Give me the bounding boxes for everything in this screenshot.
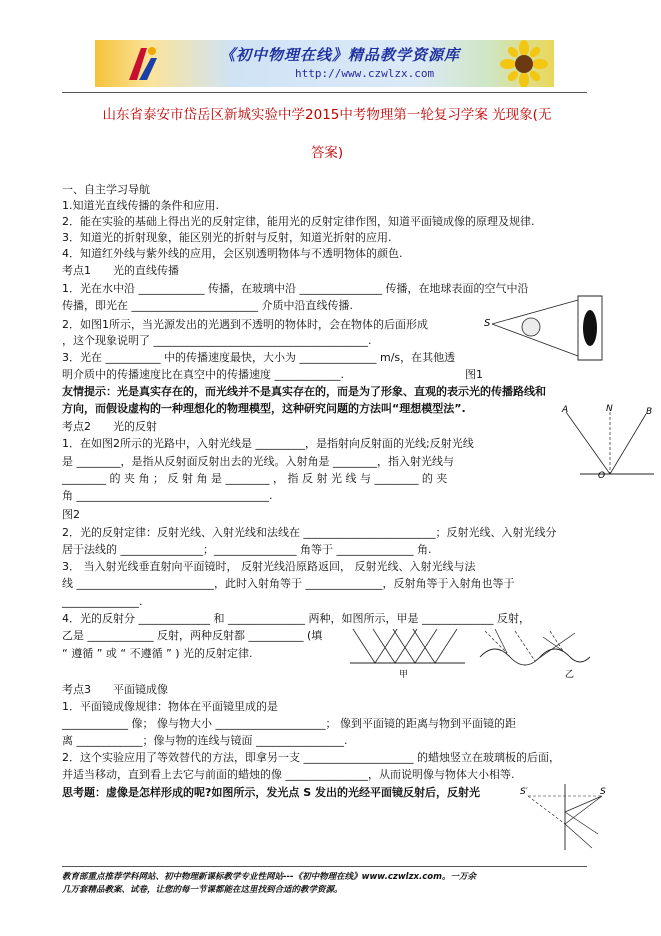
question-line: 1．平面镜成像规律：物体在平面镜里成的是 bbox=[62, 700, 278, 713]
figure-2-label-o: O bbox=[598, 471, 606, 480]
figure-2-reflection-diagram bbox=[550, 402, 658, 480]
question-line: 2．这个实验应用了等效替代的方法，即拿另一支 ____________________ 的蜡烛竖立在玻璃板的后面， bbox=[62, 751, 560, 764]
figure-2-incident-ray bbox=[566, 412, 610, 474]
question-line: 1．光在水中沿 ____________ 传播，在玻璃中沿 _______________ 传播，在地球表面的空气中沿 bbox=[62, 282, 529, 295]
goal-line: 1.知道光直线传播的条件和应用. bbox=[62, 199, 219, 212]
question-line: ________ 的 夹 角 ； 反 射 角 是 ________ ， 指 反 射 光 线 与 ________ 的 夹 bbox=[62, 472, 448, 485]
question-line: 线 _________________________，此时入射角等于 ______________，反射角等于入射角也等于 bbox=[62, 577, 515, 590]
header-banner bbox=[95, 40, 554, 87]
question-line: 是 ________，是指从反射面反射出去的光线。入射角是 ________，指入射光线与 bbox=[62, 455, 454, 468]
figure-2-reflected-ray bbox=[610, 414, 646, 474]
figure-reflection-types bbox=[345, 627, 595, 679]
figure-caption: 图2 bbox=[62, 508, 80, 521]
goal-line: 3．知道光的折射现象，能区别光的折射与反射，知道光折射的应用. bbox=[62, 231, 392, 244]
section-heading: 一、自主学习导航 bbox=[62, 183, 150, 196]
specular-reflection-diagram bbox=[350, 629, 465, 679]
footer-line-2: 几万套精品教案、试卷，让您的每一节课都能在这里找到合适的教学资源。 bbox=[62, 885, 343, 895]
question-line: 角 ___________________________________. bbox=[62, 489, 273, 502]
question-line: 传播，即光在 _______________________ 介质中沿直线传播. bbox=[62, 299, 353, 312]
question-line: 2．如图1所示，当光源发出的光遇到不透明的物体时，会在物体的后面形成 bbox=[62, 318, 428, 331]
question-line: 1．在如图2所示的光路中，入射光线是 _________，是指射向反射面的光线;反射光线 bbox=[62, 437, 474, 450]
question-line: 3． 当入射光线垂直射向平面镜时， 反射光线沿原路返回， 反射光线、入射光线与法 bbox=[62, 560, 476, 573]
question-line: 居于法线的 _______________；_______________ 角等于 ______________ 角. bbox=[62, 543, 432, 556]
tip-line: 友情提示：光是真实存在的，而光线并不是真实存在的，而是为了形象、直观的表示光的传播路线和 bbox=[62, 385, 546, 398]
question-line: 并适当移动，直到看上去它与前面的蜡烛的像 _______________，从而说明像与物体大小相等. bbox=[62, 768, 515, 781]
figure-2-label-a: A bbox=[562, 405, 569, 415]
topic-heading: 考点3 平面镜成像 bbox=[62, 683, 168, 696]
question-line: ______________. bbox=[62, 595, 143, 608]
diffuse-reflection-diagram bbox=[480, 629, 590, 679]
site-logo-icon bbox=[125, 44, 159, 84]
question-line: 4．光的反射分 _____________ 和 ______________ 两种，如图所示，甲是 _____________ 反射， bbox=[62, 612, 530, 625]
label-jia: 甲 bbox=[399, 670, 409, 679]
page-title-line-1: 山东省泰安市岱岳区新城实验中学2015中考物理第一轮复习学案 光现象(无 bbox=[102, 107, 552, 123]
figure-1-shadow bbox=[583, 310, 597, 346]
label-s: S bbox=[600, 787, 606, 797]
goal-line: 4．知道红外线与紫外线的应用，会区别透明物体与不透明物体的颜色. bbox=[62, 247, 403, 260]
question-line: ____________ 像； 像与物大小 ____________________； 像到平面镜的距离与物到平面镜的距 bbox=[62, 717, 516, 730]
topic-heading: 考点2 光的反射 bbox=[62, 420, 157, 433]
figure-2-label-n: N bbox=[606, 404, 613, 414]
question-line: 离 ____________；像与物的连线与镜面 ________________. bbox=[62, 734, 348, 747]
label-yi: 乙 bbox=[565, 670, 575, 679]
question-line: 乙是 ____________ 反射，两种反射都 __________ (填 bbox=[62, 629, 323, 642]
question-line: 2．光的反射定律：反射光线、入射光线和法线在 ________________________；反射光线、入射光线分 bbox=[62, 526, 557, 539]
header-rule bbox=[62, 92, 587, 93]
figure-1-source-label: S bbox=[484, 318, 491, 329]
figure-2-label-b: B bbox=[646, 407, 653, 417]
goal-line: 2．能在实验的基础上得出光的反射定律，能用光的反射定律作图，知道平面镜成像的原理及规律. bbox=[62, 215, 535, 228]
question-line: 明介质中的传播速度比在真空中的传播速度 ____________. 图1 bbox=[62, 368, 483, 381]
banner-title: 《初中物理在线》精品教学资源库 bbox=[220, 46, 461, 64]
footer-rule bbox=[62, 866, 587, 867]
figure-1-ball bbox=[522, 318, 540, 336]
banner-url: http://www.czwlzx.com bbox=[295, 67, 435, 80]
topic-heading: 考点1 光的直线传播 bbox=[62, 264, 179, 277]
sunflower-icon bbox=[498, 40, 550, 87]
figure-plane-mirror bbox=[520, 784, 610, 852]
think-question: 思考题：虚像是怎样形成的呢?如图所示，发光点 S 发出的光经平面镜反射后，反射光 bbox=[62, 786, 480, 799]
question-line: ，这个现象说明了 _______________________________________. bbox=[62, 334, 372, 347]
figure-1-shadow-diagram bbox=[482, 294, 607, 362]
footer-line-1: 教育部重点推荐学科网站、初中物理新课标教学专业性网站---《初中物理在线》www.czwlzx.com。一万余 bbox=[62, 872, 476, 882]
label-s-prime: S′ bbox=[520, 787, 528, 797]
tip-line: 方向，而假设虚构的一种理想化的物理模型，这种研究问题的方法叫“理想模型法”. bbox=[62, 402, 466, 415]
question-line: 3．光在 __________ 中的传播速度最快，大小为 ______________ m/s，在其他透 bbox=[62, 351, 456, 364]
page-title bbox=[62, 96, 592, 172]
question-line: “ 遵循 ” 或 “ 不遵循 ” ) 光的反射定律. bbox=[62, 647, 253, 660]
page-title-line-2: 答案) bbox=[310, 145, 344, 161]
